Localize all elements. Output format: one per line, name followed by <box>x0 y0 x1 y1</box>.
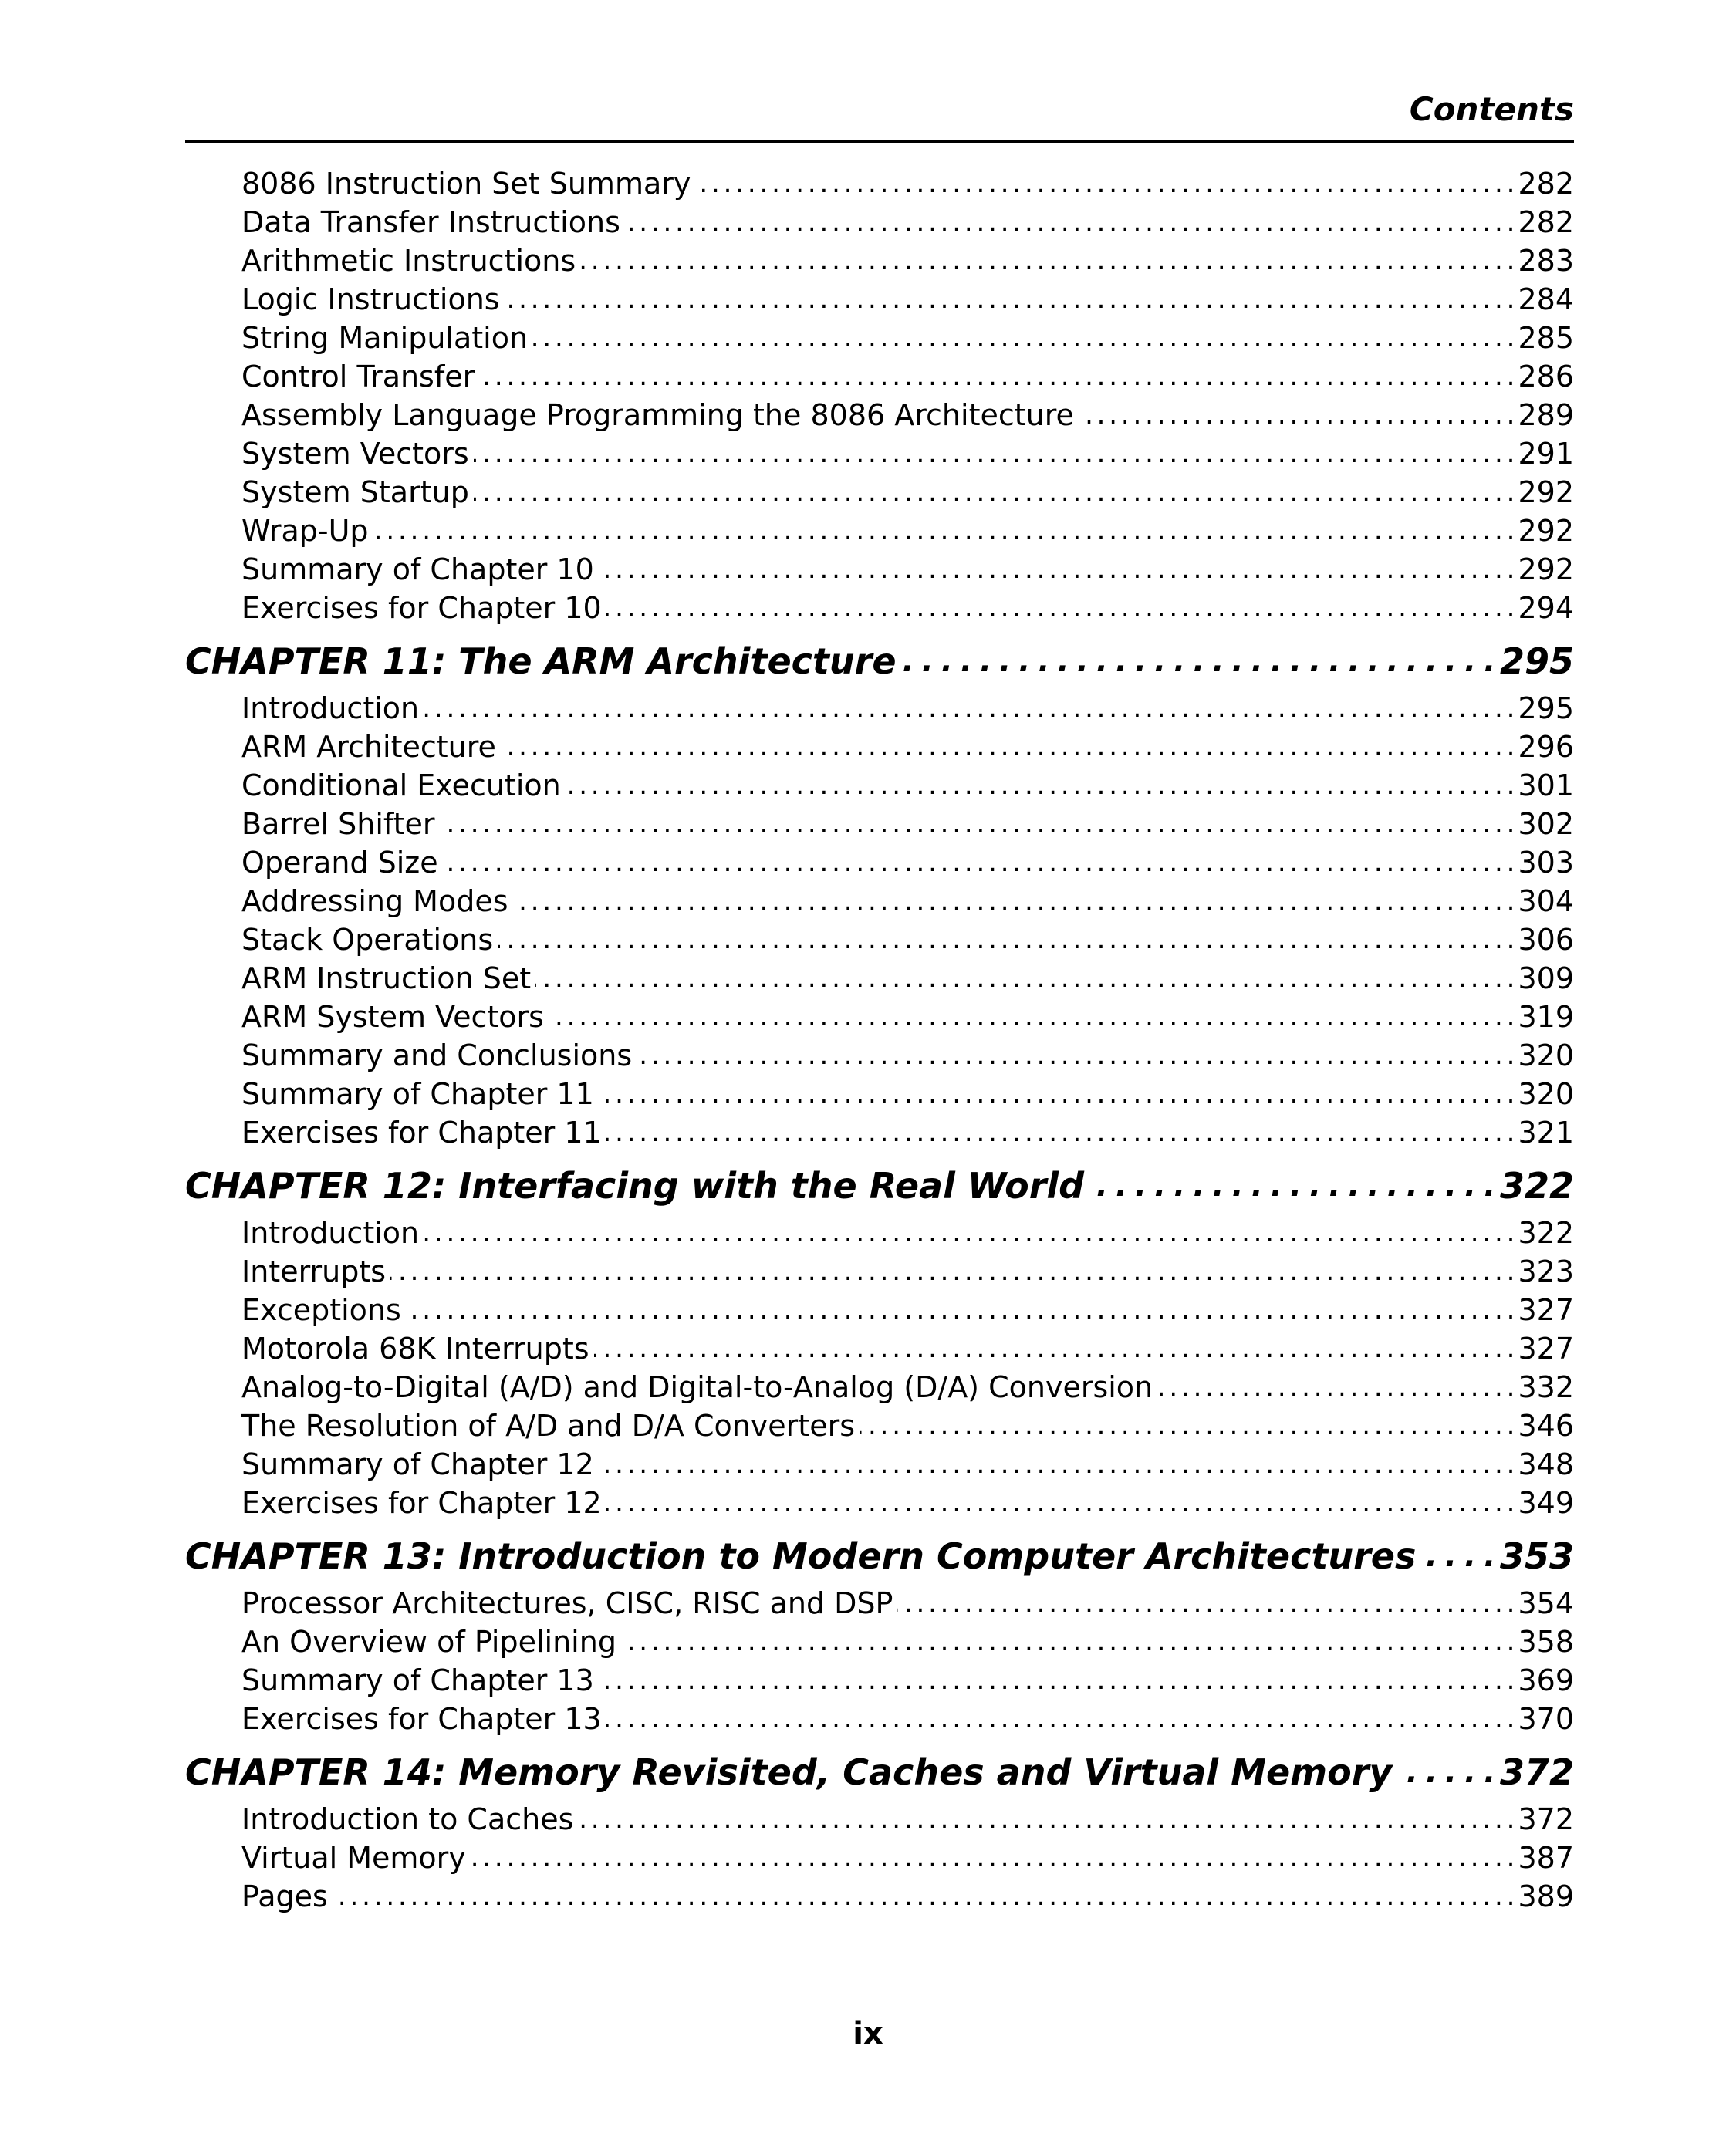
toc-entry[interactable] <box>185 1445 1574 1484</box>
toc-entry-title: System Startup <box>241 475 474 509</box>
toc-entry-title: Analog-to-Digital (A/D) and Digital-to-Analog (D/A) Conversion <box>241 1370 1157 1404</box>
toc-entry[interactable] <box>185 241 1574 280</box>
toc-entry[interactable] <box>185 1291 1574 1329</box>
toc-entry-title: Motorola 68K Interrupts <box>241 1332 594 1366</box>
toc-entry-page: 284 <box>1513 280 1574 319</box>
toc-entry[interactable] <box>185 512 1574 550</box>
toc-entry[interactable] <box>185 882 1574 920</box>
chapter-heading[interactable] <box>185 637 1574 686</box>
toc-entry-title: Summary of Chapter 10 <box>241 552 599 586</box>
toc-entry-page: 389 <box>1513 1877 1574 1916</box>
toc-entry-title: Exercises for Chapter 12 <box>241 1486 606 1520</box>
toc-entry-title: Summary of Chapter 11 <box>241 1077 599 1111</box>
toc-entry-page: 358 <box>1513 1623 1574 1661</box>
toc-entry-page: 322 <box>1513 1214 1574 1252</box>
toc-entry[interactable] <box>185 1113 1574 1152</box>
toc-entry[interactable] <box>185 728 1574 766</box>
toc-entry-page: 354 <box>1513 1584 1574 1623</box>
toc-entry[interactable] <box>185 1484 1574 1522</box>
toc-entry[interactable] <box>185 920 1574 959</box>
toc-entry-title: Pages <box>241 1879 333 1913</box>
toc-entry[interactable] <box>185 1623 1574 1661</box>
toc-entry[interactable] <box>185 434 1574 473</box>
chapter-title: CHAPTER 11: The ARM Architecture <box>185 640 900 682</box>
toc-entry-title: ARM System Vectors <box>241 1000 549 1034</box>
chapter-page: 372 <box>1497 1748 1574 1797</box>
toc-entry-page: 327 <box>1513 1291 1574 1329</box>
chapter-title: CHAPTER 13: Introduction to Modern Computer Architectures <box>185 1535 1419 1577</box>
toc-entry-page: 283 <box>1513 241 1574 280</box>
toc-entry-title: Data Transfer Instructions <box>241 205 625 239</box>
toc-entry-page: 309 <box>1513 959 1574 998</box>
toc-entry-title: An Overview of Pipelining <box>241 1625 621 1659</box>
toc-entry-title: Virtual Memory <box>241 1841 471 1875</box>
chapter-title: CHAPTER 14: Memory Revisited, Caches and Virtual Memory <box>185 1751 1395 1793</box>
toc-entry-page: 292 <box>1513 550 1574 589</box>
toc-entry-page: 282 <box>1513 164 1574 203</box>
toc-entry[interactable] <box>185 843 1574 882</box>
toc-entry-title: The Resolution of A/D and D/A Converters <box>241 1409 860 1443</box>
toc-entry[interactable] <box>185 1252 1574 1291</box>
toc-entry[interactable] <box>185 1368 1574 1407</box>
toc-entry[interactable] <box>185 280 1574 319</box>
toc-entry[interactable] <box>185 998 1574 1036</box>
toc-entry-page: 285 <box>1513 319 1574 357</box>
toc-entry-page: 349 <box>1513 1484 1574 1522</box>
toc-entry-title: Exercises for Chapter 10 <box>241 591 606 625</box>
header-rule <box>185 140 1574 143</box>
toc-entry[interactable] <box>185 959 1574 998</box>
toc-entry-title: Logic Instructions <box>241 282 505 316</box>
toc-entry-page: 332 <box>1513 1368 1574 1407</box>
toc-entry-title: Barrel Shifter <box>241 807 440 841</box>
toc-entry-title: ARM Instruction Set <box>241 961 535 995</box>
toc-entry-title: Assembly Language Programming the 8086 Architecture <box>241 398 1079 432</box>
toc-entry-title: String Manipulation <box>241 321 532 355</box>
toc-entry-page: 319 <box>1513 998 1574 1036</box>
toc-entry[interactable] <box>185 1036 1574 1075</box>
chapter-heading[interactable] <box>185 1161 1574 1211</box>
toc-entry-page: 327 <box>1513 1329 1574 1368</box>
toc-entry[interactable] <box>185 766 1574 805</box>
toc-entry-page: 372 <box>1513 1800 1574 1839</box>
toc-entry-page: 306 <box>1513 920 1574 959</box>
toc-entry-page: 387 <box>1513 1839 1574 1877</box>
toc-entry[interactable] <box>185 805 1574 843</box>
toc-entry-page: 370 <box>1513 1700 1574 1738</box>
toc-entry-title: System Vectors <box>241 437 474 471</box>
toc-entry-page: 295 <box>1513 689 1574 728</box>
toc-entry-title: 8086 Instruction Set Summary <box>241 167 695 201</box>
toc-entry[interactable] <box>185 1839 1574 1877</box>
toc-entry[interactable] <box>185 1700 1574 1738</box>
toc-entry-page: 292 <box>1513 473 1574 512</box>
toc-entry-page: 320 <box>1513 1036 1574 1075</box>
toc-entry-page: 294 <box>1513 589 1574 627</box>
toc-entry-title: Operand Size <box>241 846 443 880</box>
toc-entry-title: Exercises for Chapter 13 <box>241 1702 606 1736</box>
toc-entry-page: 320 <box>1513 1075 1574 1113</box>
toc-entry[interactable] <box>185 1329 1574 1368</box>
toc-entry-title: ARM Architecture <box>241 730 501 764</box>
toc-entry-page: 302 <box>1513 805 1574 843</box>
toc-entry-page: 291 <box>1513 434 1574 473</box>
toc-entry[interactable] <box>185 589 1574 627</box>
toc-entry[interactable] <box>185 473 1574 512</box>
toc-entry[interactable] <box>185 550 1574 589</box>
toc-entry[interactable] <box>185 319 1574 357</box>
toc-entry-page: 369 <box>1513 1661 1574 1700</box>
toc-entry-title: Summary of Chapter 12 <box>241 1447 599 1481</box>
toc-entry-page: 346 <box>1513 1407 1574 1445</box>
toc-entry-title: Arithmetic Instructions <box>241 244 580 278</box>
chapter-heading[interactable] <box>185 1748 1574 1797</box>
toc-entry-title: Stack Operations <box>241 923 498 957</box>
toc-entry[interactable] <box>185 1661 1574 1700</box>
toc-entry-page: 321 <box>1513 1113 1574 1152</box>
toc-entry[interactable] <box>185 396 1574 434</box>
toc-entry[interactable] <box>185 1877 1574 1916</box>
toc-entry-page: 286 <box>1513 357 1574 396</box>
toc-entry-title: Addressing Modes <box>241 884 513 918</box>
toc-entry-page: 304 <box>1513 882 1574 920</box>
toc-entry[interactable] <box>185 203 1574 241</box>
toc-entry[interactable] <box>185 1407 1574 1445</box>
toc-entry-title: Exercises for Chapter 11 <box>241 1116 606 1150</box>
page-header-title: Contents <box>1409 90 1574 128</box>
toc-entry[interactable] <box>185 1584 1574 1623</box>
toc-entry-page: 301 <box>1513 766 1574 805</box>
table-of-contents <box>185 164 1574 1916</box>
toc-entry-title: Introduction <box>241 1216 424 1250</box>
toc-entry-page: 303 <box>1513 843 1574 882</box>
toc-entry-title: Interrupts <box>241 1255 390 1288</box>
toc-entry-title: Wrap-Up <box>241 514 373 548</box>
toc-entry-page: 289 <box>1513 396 1574 434</box>
chapter-page: 322 <box>1497 1161 1574 1211</box>
toc-entry-page: 292 <box>1513 512 1574 550</box>
toc-entry-page: 323 <box>1513 1252 1574 1291</box>
toc-entry[interactable] <box>185 357 1574 396</box>
chapter-title: CHAPTER 12: Interfacing with the Real World <box>185 1165 1087 1207</box>
chapter-page: 295 <box>1497 637 1574 686</box>
toc-entry-page: 348 <box>1513 1445 1574 1484</box>
toc-entry-title: Summary and Conclusions <box>241 1038 637 1072</box>
toc-entry[interactable] <box>185 1214 1574 1252</box>
toc-entry[interactable] <box>185 1800 1574 1839</box>
toc-entry[interactable] <box>185 1075 1574 1113</box>
toc-entry-title: Control Transfer <box>241 360 479 393</box>
toc-entry[interactable] <box>185 689 1574 728</box>
toc-entry-title: Summary of Chapter 13 <box>241 1663 599 1697</box>
toc-entry-title: Introduction to Caches <box>241 1802 578 1836</box>
toc-entry-title: Processor Architectures, CISC, RISC and DSP <box>241 1586 897 1620</box>
toc-entry-page: 282 <box>1513 203 1574 241</box>
chapter-page: 353 <box>1497 1531 1574 1581</box>
toc-entry-title: Introduction <box>241 691 424 725</box>
toc-entry-title: Exceptions <box>241 1293 406 1327</box>
page-number: ix <box>853 2016 883 2052</box>
chapter-heading[interactable] <box>185 1531 1574 1581</box>
toc-entry-page: 296 <box>1513 728 1574 766</box>
toc-entry[interactable] <box>185 164 1574 203</box>
toc-entry-title: Conditional Execution <box>241 768 566 802</box>
